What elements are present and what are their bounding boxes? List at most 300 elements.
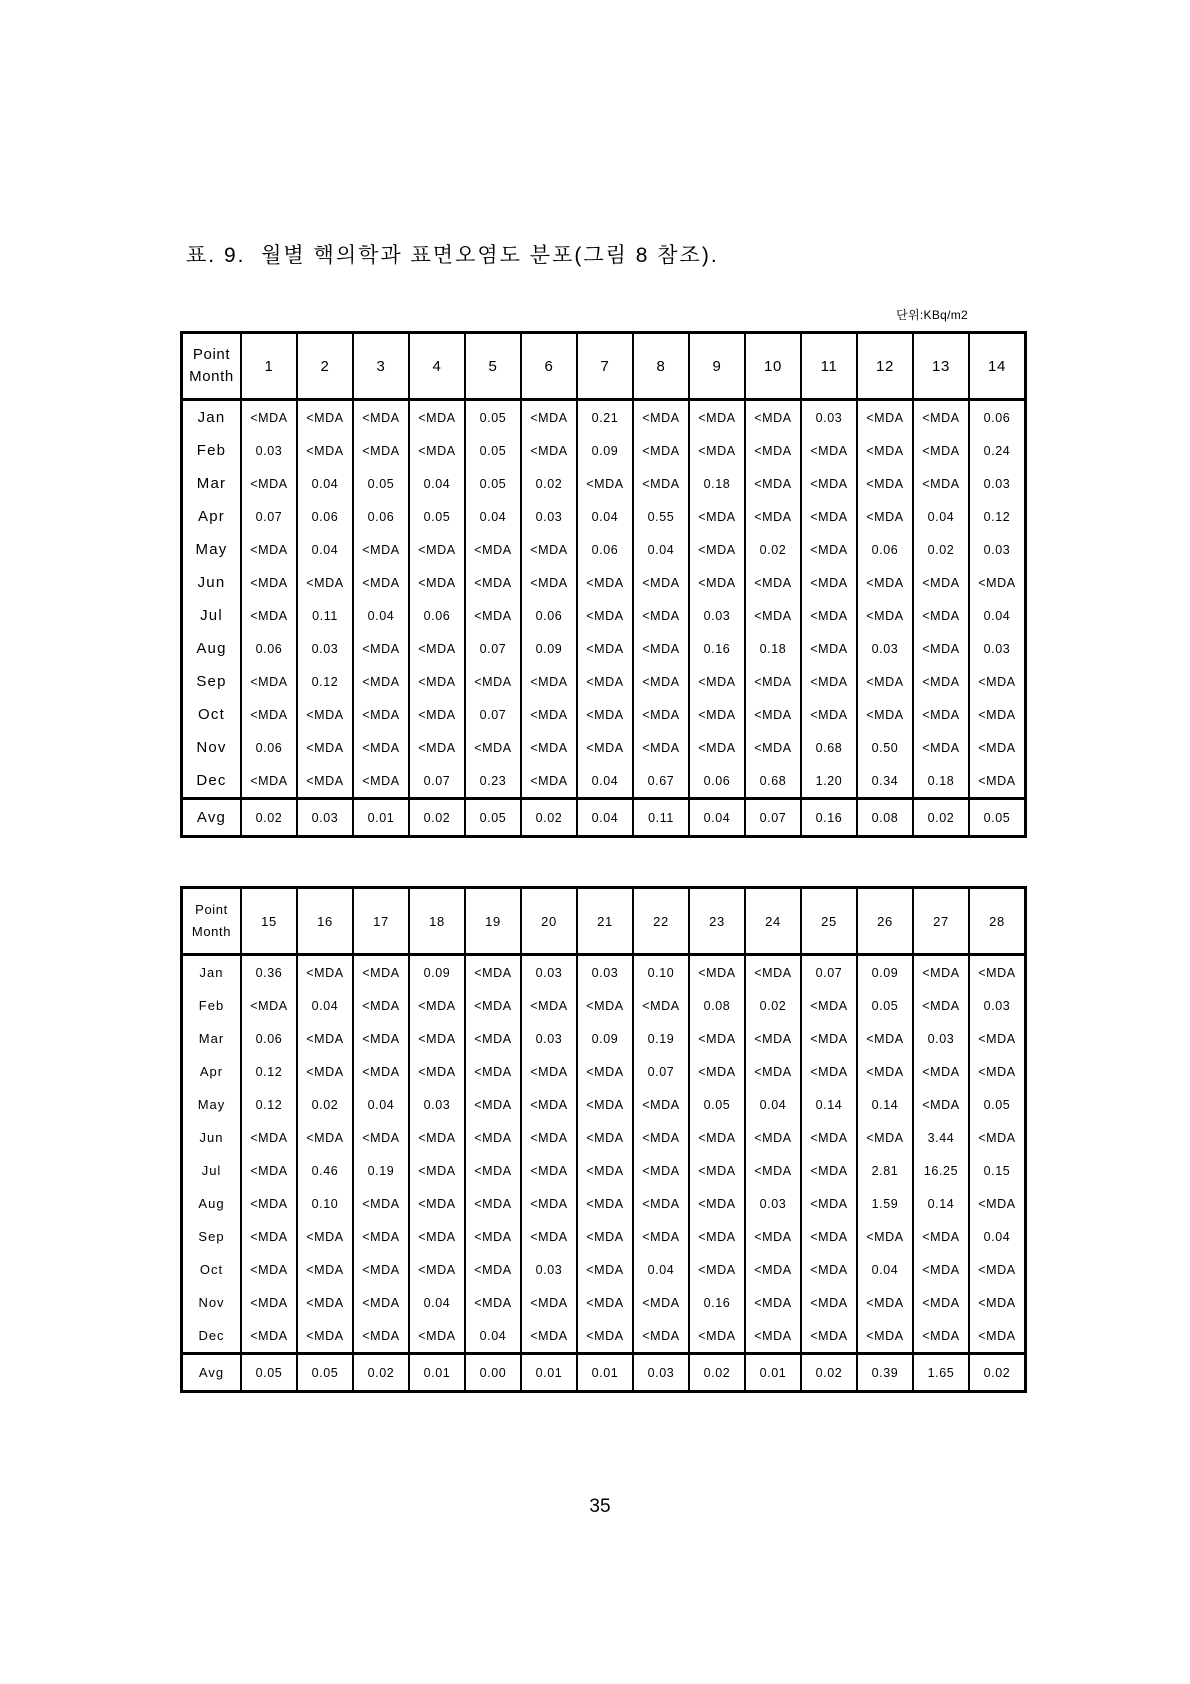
data-cell: <MDA — [969, 955, 1026, 990]
month-label: Feb — [182, 989, 242, 1022]
data-cell: <MDA — [689, 1187, 745, 1220]
data-cell: <MDA — [297, 698, 353, 731]
data-cell: <MDA — [241, 1286, 297, 1319]
data-cell: <MDA — [801, 1187, 857, 1220]
point-header: 19 — [465, 888, 521, 955]
data-cell: <MDA — [801, 1022, 857, 1055]
data-cell: <MDA — [241, 698, 297, 731]
data-cell: <MDA — [913, 1055, 969, 1088]
data-cell: <MDA — [353, 1187, 409, 1220]
data-cell: <MDA — [801, 632, 857, 665]
data-cell: <MDA — [801, 1121, 857, 1154]
data-cell: <MDA — [801, 434, 857, 467]
data-cell: 0.10 — [633, 955, 689, 990]
data-cell: <MDA — [745, 400, 801, 435]
data-cell: 0.04 — [409, 467, 465, 500]
data-cell: <MDA — [633, 665, 689, 698]
data-cell: 0.03 — [521, 1253, 577, 1286]
data-cell: <MDA — [857, 467, 913, 500]
data-cell: <MDA — [745, 1286, 801, 1319]
data-cell: 2.81 — [857, 1154, 913, 1187]
month-header-label: Month — [191, 924, 232, 939]
data-cell: <MDA — [913, 665, 969, 698]
data-cell: 0.04 — [745, 1088, 801, 1121]
data-cell: 0.08 — [689, 989, 745, 1022]
avg-cell: 1.65 — [913, 1354, 969, 1392]
table-row — [182, 467, 1026, 500]
data-cell: 0.02 — [745, 533, 801, 566]
data-cell: <MDA — [577, 599, 633, 632]
data-cell: 0.06 — [409, 599, 465, 632]
data-cell: <MDA — [241, 467, 297, 500]
point-header: 24 — [745, 888, 801, 955]
data-cell: <MDA — [577, 665, 633, 698]
data-cell: <MDA — [241, 1187, 297, 1220]
table-row — [182, 989, 1026, 1022]
data-cell: <MDA — [297, 566, 353, 599]
data-cell: <MDA — [745, 500, 801, 533]
data-cell: <MDA — [465, 731, 521, 764]
data-cell: 0.04 — [465, 1319, 521, 1354]
data-cell: <MDA — [521, 1187, 577, 1220]
data-cell: <MDA — [577, 698, 633, 731]
data-cell: <MDA — [801, 533, 857, 566]
data-cell: <MDA — [297, 731, 353, 764]
data-cell: <MDA — [465, 1220, 521, 1253]
data-cell: <MDA — [969, 1055, 1026, 1088]
data-cell: 0.03 — [969, 632, 1026, 665]
data-cell: <MDA — [577, 1220, 633, 1253]
header-row — [182, 888, 1026, 955]
data-cell: 0.10 — [297, 1187, 353, 1220]
data-cell: 0.06 — [857, 533, 913, 566]
data-cell: <MDA — [521, 764, 577, 799]
data-cell: <MDA — [689, 1022, 745, 1055]
data-cell: <MDA — [577, 1286, 633, 1319]
header-row — [182, 333, 1026, 400]
data-cell: <MDA — [745, 1055, 801, 1088]
point-header: 13 — [913, 333, 969, 400]
data-cell: <MDA — [409, 1154, 465, 1187]
avg-cell: 0.00 — [465, 1354, 521, 1392]
data-cell: <MDA — [689, 566, 745, 599]
data-cell: <MDA — [353, 1220, 409, 1253]
data-cell: 0.19 — [353, 1154, 409, 1187]
data-cell: 0.02 — [913, 533, 969, 566]
data-cell: 0.50 — [857, 731, 913, 764]
data-cell: 0.04 — [633, 533, 689, 566]
data-cell: 0.21 — [577, 400, 633, 435]
data-cell: 0.03 — [241, 434, 297, 467]
data-cell: <MDA — [297, 400, 353, 435]
data-cell: <MDA — [409, 566, 465, 599]
data-cell: <MDA — [409, 632, 465, 665]
data-cell: <MDA — [689, 1055, 745, 1088]
data-cell: 0.04 — [577, 764, 633, 799]
data-cell: <MDA — [353, 989, 409, 1022]
data-cell: <MDA — [857, 566, 913, 599]
table-body — [182, 333, 1026, 837]
month-label: Apr — [182, 500, 242, 533]
data-cell: 0.04 — [913, 500, 969, 533]
data-cell: <MDA — [353, 1286, 409, 1319]
data-cell: <MDA — [409, 989, 465, 1022]
data-cell: 0.68 — [745, 764, 801, 799]
data-cell: 16.25 — [913, 1154, 969, 1187]
data-cell: <MDA — [521, 731, 577, 764]
surface-contamination-table-points-1-14 — [180, 331, 1027, 838]
table-row — [182, 1253, 1026, 1286]
data-cell: <MDA — [633, 1088, 689, 1121]
avg-cell: 0.39 — [857, 1354, 913, 1392]
data-cell: <MDA — [633, 698, 689, 731]
data-cell: <MDA — [857, 434, 913, 467]
month-label: Jan — [182, 955, 242, 990]
data-cell: <MDA — [689, 533, 745, 566]
avg-cell: 0.01 — [409, 1354, 465, 1392]
data-cell: 0.12 — [241, 1088, 297, 1121]
avg-cell: 0.16 — [801, 799, 857, 837]
data-cell: <MDA — [521, 434, 577, 467]
data-cell: 0.07 — [633, 1055, 689, 1088]
point-header: 16 — [297, 888, 353, 955]
month-label: May — [182, 1088, 242, 1121]
data-cell: <MDA — [241, 1121, 297, 1154]
data-cell: <MDA — [465, 665, 521, 698]
avg-cell: 0.02 — [241, 799, 297, 837]
data-cell: <MDA — [745, 1253, 801, 1286]
table-row — [182, 1022, 1026, 1055]
data-cell: 0.07 — [241, 500, 297, 533]
data-cell: <MDA — [689, 1121, 745, 1154]
point-header: 27 — [913, 888, 969, 955]
data-cell: <MDA — [409, 1319, 465, 1354]
data-cell: 0.04 — [969, 599, 1026, 632]
data-cell: <MDA — [297, 955, 353, 990]
table-row — [182, 1088, 1026, 1121]
data-cell: <MDA — [745, 955, 801, 990]
data-cell: <MDA — [409, 1187, 465, 1220]
data-cell: 0.14 — [857, 1088, 913, 1121]
data-cell: <MDA — [689, 1220, 745, 1253]
table-row — [182, 1220, 1026, 1253]
data-cell: <MDA — [969, 731, 1026, 764]
point-label: Point — [192, 346, 231, 363]
data-cell: <MDA — [521, 566, 577, 599]
data-cell: 0.04 — [633, 1253, 689, 1286]
data-cell: <MDA — [577, 632, 633, 665]
data-cell: <MDA — [913, 434, 969, 467]
data-cell: <MDA — [745, 698, 801, 731]
table-row — [182, 434, 1026, 467]
data-cell: <MDA — [969, 1022, 1026, 1055]
avg-cell: 0.02 — [913, 799, 969, 837]
data-cell: <MDA — [409, 698, 465, 731]
data-cell: <MDA — [353, 1319, 409, 1354]
data-cell: <MDA — [241, 1154, 297, 1187]
data-cell: 0.02 — [297, 1088, 353, 1121]
data-cell: <MDA — [465, 955, 521, 990]
avg-cell: 0.01 — [521, 1354, 577, 1392]
data-cell: <MDA — [465, 566, 521, 599]
data-cell: <MDA — [465, 1286, 521, 1319]
data-cell: <MDA — [913, 1286, 969, 1319]
data-cell: <MDA — [857, 1022, 913, 1055]
data-cell: <MDA — [577, 1319, 633, 1354]
data-cell: <MDA — [633, 566, 689, 599]
data-cell: 0.04 — [577, 500, 633, 533]
data-cell: <MDA — [465, 1187, 521, 1220]
data-cell: <MDA — [353, 764, 409, 799]
data-cell: 0.03 — [409, 1088, 465, 1121]
data-cell: <MDA — [521, 698, 577, 731]
data-cell: 0.03 — [969, 989, 1026, 1022]
data-cell: <MDA — [353, 665, 409, 698]
data-cell: 0.06 — [241, 1022, 297, 1055]
data-cell: <MDA — [913, 955, 969, 990]
data-cell: <MDA — [353, 566, 409, 599]
data-cell: 0.55 — [633, 500, 689, 533]
table-row — [182, 1319, 1026, 1354]
table-row — [182, 1154, 1026, 1187]
data-cell: <MDA — [969, 1253, 1026, 1286]
data-cell: 0.04 — [353, 599, 409, 632]
data-cell: <MDA — [745, 434, 801, 467]
data-cell: <MDA — [409, 1220, 465, 1253]
data-cell: <MDA — [913, 1253, 969, 1286]
data-cell: 0.07 — [801, 955, 857, 990]
data-cell: 3.44 — [913, 1121, 969, 1154]
data-cell: <MDA — [465, 1253, 521, 1286]
data-cell: <MDA — [689, 698, 745, 731]
data-cell: 0.06 — [521, 599, 577, 632]
data-cell: 0.05 — [465, 400, 521, 435]
data-cell: 0.07 — [465, 632, 521, 665]
table-row — [182, 665, 1026, 698]
data-cell: <MDA — [745, 1022, 801, 1055]
data-cell: 0.04 — [297, 467, 353, 500]
data-cell: <MDA — [409, 1121, 465, 1154]
data-cell: <MDA — [857, 500, 913, 533]
data-cell: <MDA — [633, 1286, 689, 1319]
data-cell: 0.07 — [409, 764, 465, 799]
data-cell: <MDA — [745, 731, 801, 764]
avg-cell: 0.04 — [689, 799, 745, 837]
data-cell: 0.03 — [745, 1187, 801, 1220]
month-label: Mar — [182, 467, 242, 500]
data-cell: 0.06 — [241, 731, 297, 764]
point-header: 23 — [689, 888, 745, 955]
point-header: 8 — [633, 333, 689, 400]
data-cell: 0.09 — [409, 955, 465, 990]
data-cell: <MDA — [633, 1187, 689, 1220]
data-cell: 0.04 — [857, 1253, 913, 1286]
data-cell: 0.16 — [689, 1286, 745, 1319]
data-cell: <MDA — [633, 434, 689, 467]
data-cell: 0.03 — [521, 955, 577, 990]
data-cell: <MDA — [689, 665, 745, 698]
data-cell: <MDA — [633, 1220, 689, 1253]
data-cell: 0.14 — [801, 1088, 857, 1121]
data-cell: 0.03 — [857, 632, 913, 665]
data-cell: <MDA — [913, 599, 969, 632]
data-cell: 0.05 — [969, 1088, 1026, 1121]
data-cell: <MDA — [297, 1055, 353, 1088]
point-header: 21 — [577, 888, 633, 955]
data-cell: 0.23 — [465, 764, 521, 799]
data-cell: 0.03 — [521, 1022, 577, 1055]
data-cell: <MDA — [353, 1253, 409, 1286]
data-cell: 0.09 — [577, 434, 633, 467]
month-label: Dec — [182, 764, 242, 799]
data-cell: <MDA — [633, 1319, 689, 1354]
data-cell: <MDA — [353, 400, 409, 435]
table-row — [182, 1187, 1026, 1220]
point-header: 5 — [465, 333, 521, 400]
data-cell: <MDA — [913, 731, 969, 764]
data-cell: 0.24 — [969, 434, 1026, 467]
data-cell: <MDA — [689, 1154, 745, 1187]
table-row — [182, 698, 1026, 731]
point-header: 10 — [745, 333, 801, 400]
point-header: 11 — [801, 333, 857, 400]
data-cell: <MDA — [745, 1154, 801, 1187]
data-cell: 0.07 — [465, 698, 521, 731]
data-cell: 1.20 — [801, 764, 857, 799]
data-cell: <MDA — [801, 566, 857, 599]
point-header: 26 — [857, 888, 913, 955]
point-header: 28 — [969, 888, 1026, 955]
data-cell: <MDA — [521, 533, 577, 566]
month-label: Jun — [182, 566, 242, 599]
data-cell: 0.03 — [577, 955, 633, 990]
data-cell: <MDA — [297, 1286, 353, 1319]
data-cell: <MDA — [465, 1022, 521, 1055]
data-cell: <MDA — [521, 1088, 577, 1121]
month-label: Oct — [182, 698, 242, 731]
data-cell: 0.04 — [297, 533, 353, 566]
average-row — [182, 1354, 1026, 1392]
data-cell: <MDA — [577, 1088, 633, 1121]
avg-cell: 0.02 — [969, 1354, 1026, 1392]
data-cell: <MDA — [857, 698, 913, 731]
data-cell: <MDA — [521, 1055, 577, 1088]
data-cell: <MDA — [409, 1022, 465, 1055]
point-label: Point — [195, 902, 228, 917]
data-cell: <MDA — [409, 1253, 465, 1286]
avg-cell: 0.07 — [745, 799, 801, 837]
data-cell: <MDA — [521, 1286, 577, 1319]
data-cell: 0.04 — [465, 500, 521, 533]
month-label: Nov — [182, 1286, 242, 1319]
data-cell: <MDA — [633, 632, 689, 665]
point-header: 3 — [353, 333, 409, 400]
point-header: 12 — [857, 333, 913, 400]
avg-cell: 0.05 — [297, 1354, 353, 1392]
avg-cell: 0.02 — [409, 799, 465, 837]
data-cell: <MDA — [801, 467, 857, 500]
data-cell: <MDA — [857, 400, 913, 435]
data-cell: <MDA — [297, 1022, 353, 1055]
data-cell: <MDA — [353, 1055, 409, 1088]
unit-label: 단위:KBq/m2 — [896, 308, 968, 322]
average-row — [182, 799, 1026, 837]
point-header: 9 — [689, 333, 745, 400]
data-cell: 0.06 — [969, 400, 1026, 435]
data-cell: <MDA — [801, 1055, 857, 1088]
data-cell: 0.04 — [409, 1286, 465, 1319]
data-cell: <MDA — [745, 467, 801, 500]
table-row — [182, 731, 1026, 764]
table-row — [182, 599, 1026, 632]
data-cell: <MDA — [465, 533, 521, 566]
data-cell: 0.09 — [521, 632, 577, 665]
data-cell: 0.12 — [969, 500, 1026, 533]
data-cell: <MDA — [913, 989, 969, 1022]
data-cell: <MDA — [969, 1121, 1026, 1154]
avg-cell: 0.01 — [745, 1354, 801, 1392]
avg-cell: 0.02 — [353, 1354, 409, 1392]
data-cell: 0.14 — [913, 1187, 969, 1220]
data-cell: <MDA — [521, 1154, 577, 1187]
data-cell: <MDA — [745, 566, 801, 599]
data-cell: <MDA — [689, 1253, 745, 1286]
point-header: 7 — [577, 333, 633, 400]
data-cell: <MDA — [521, 1319, 577, 1354]
data-cell: <MDA — [409, 1055, 465, 1088]
data-cell: <MDA — [633, 467, 689, 500]
month-label: Dec — [182, 1319, 242, 1354]
data-cell: <MDA — [633, 731, 689, 764]
month-label: Jan — [182, 400, 242, 435]
data-cell: <MDA — [689, 434, 745, 467]
data-cell: 0.03 — [801, 400, 857, 435]
data-cell: <MDA — [801, 1319, 857, 1354]
data-cell: <MDA — [969, 566, 1026, 599]
data-cell: 0.05 — [409, 500, 465, 533]
table-body — [182, 888, 1026, 1392]
data-cell: 0.12 — [241, 1055, 297, 1088]
data-cell: 0.03 — [913, 1022, 969, 1055]
data-cell: 0.03 — [521, 500, 577, 533]
data-cell: <MDA — [353, 955, 409, 990]
point-month-header — [182, 333, 242, 400]
data-cell: 0.11 — [297, 599, 353, 632]
data-cell: 0.04 — [297, 989, 353, 1022]
data-cell: <MDA — [241, 566, 297, 599]
point-header: 17 — [353, 888, 409, 955]
avg-cell: 0.02 — [689, 1354, 745, 1392]
data-cell: 0.05 — [353, 467, 409, 500]
point-header: 1 — [241, 333, 297, 400]
data-cell: <MDA — [297, 1121, 353, 1154]
data-cell: <MDA — [241, 1253, 297, 1286]
data-cell: <MDA — [745, 1220, 801, 1253]
avg-cell: 0.08 — [857, 799, 913, 837]
data-cell: <MDA — [353, 731, 409, 764]
data-cell: <MDA — [521, 1220, 577, 1253]
month-label: Aug — [182, 632, 242, 665]
avg-label: Avg — [182, 1354, 242, 1392]
avg-cell: 0.05 — [465, 799, 521, 837]
data-cell: <MDA — [577, 989, 633, 1022]
data-cell: <MDA — [353, 533, 409, 566]
data-cell: <MDA — [521, 989, 577, 1022]
data-cell: <MDA — [745, 599, 801, 632]
data-cell: 0.46 — [297, 1154, 353, 1187]
table-row — [182, 566, 1026, 599]
avg-cell: 0.03 — [633, 1354, 689, 1392]
